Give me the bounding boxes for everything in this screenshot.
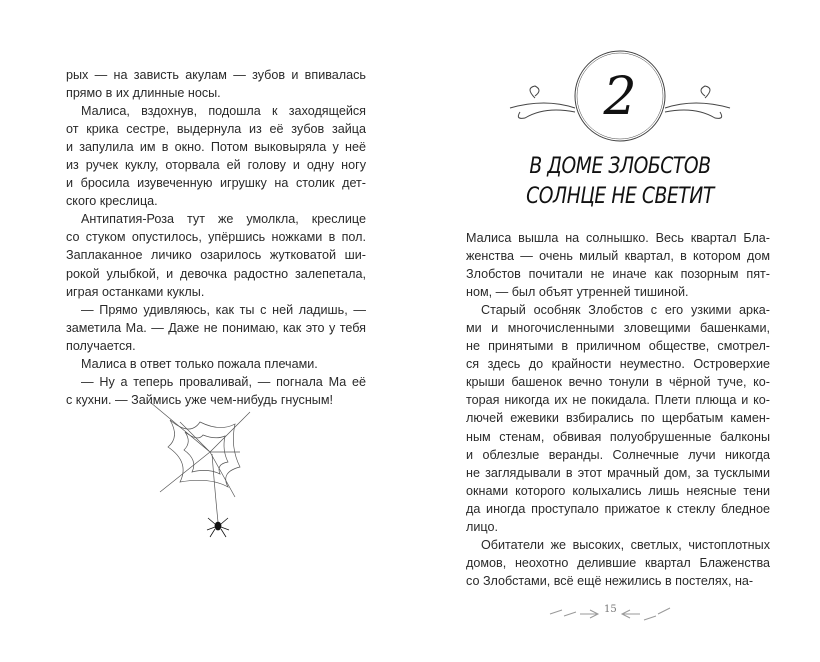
- text-line: Старый особняк Злобстов с его узкими арка-: [481, 303, 770, 318]
- text-line: Злобстов почитали не иначе как позорным пят-: [466, 267, 770, 282]
- text-line: ном, — был объят утренней тишиной.: [466, 285, 689, 300]
- text-line: ского креслица.: [66, 194, 158, 209]
- text-line: — Прямо удивляюсь, как ты с ней ладишь, —: [81, 302, 366, 317]
- text-line: — Ну а теперь проваливай, — погнала Ма её: [81, 374, 366, 389]
- text-line: Малиса, вздохнув, подошла к заходящейся: [81, 104, 366, 119]
- text-line: от крика сестре, выдернула из её зубов зайца: [66, 122, 366, 137]
- text-line: и запулила им в окно. Потом выковыряла у неё: [66, 140, 366, 155]
- text-line: со стуком опустилось, упёршись ножками в пол.: [66, 230, 366, 245]
- text-line: женства — очень милый квартал, в котором дом: [466, 249, 770, 264]
- text-line: из ручек куклу, оторвала ей голову и одну ногу: [66, 158, 366, 173]
- text-line: и бросила изувеченную игрушку на столик дет-: [66, 176, 366, 191]
- text-line: лючей ежевики взбирались по щербатым камен-: [466, 411, 770, 426]
- text-line: ся здесь до крайности неуместно. Островерхие: [466, 357, 770, 372]
- text-line: играя останками куклы.: [66, 284, 205, 299]
- right-page-text: [466, 229, 770, 590]
- text-line: Малиса в ответ только пожала плечами.: [81, 356, 318, 371]
- text-line: и облезлые веранды. Солнечные лучи никогда: [466, 447, 770, 462]
- chapter-title-line-2: СОЛНЦЕ НЕ СВЕТИТ: [526, 184, 714, 209]
- text-line: да иногда проступало прижатое к стеклу бледное: [466, 501, 770, 516]
- chapter-title-line-1: В ДОМЕ ЗЛОБСТОВ: [529, 154, 711, 179]
- text-line: с кухни. — Займись уже чем-нибудь гнусным!: [66, 392, 333, 407]
- text-line: не заглядывали в этот мрачный дом, за тусклыми: [466, 465, 770, 480]
- text-line: прямо в их длинные носы.: [66, 86, 221, 101]
- text-line: Заплаканное личико озарилось жутковатой ши-: [66, 248, 366, 263]
- text-line: окнами которого колыхались лишь неясные тени: [466, 483, 770, 498]
- text-line: лицо.: [466, 519, 498, 534]
- chapter-number: 2: [603, 67, 637, 127]
- left-page-text: [66, 66, 366, 409]
- text-line: рых — на зависть акулам — зубов и впивалась: [66, 68, 366, 82]
- chapter-emblem-ornament: [505, 48, 735, 148]
- spider-web-illustration: [140, 392, 260, 552]
- text-line: торая никогда их не покидала. Плети плюща и ко-: [466, 393, 770, 408]
- page-number: 15: [604, 604, 617, 615]
- text-line: со Злобстами, всё ещё нежились в постелях, на-: [466, 573, 754, 588]
- text-line: ми и многочисленными зловещими башенками,: [466, 321, 770, 336]
- text-line: Антипатия-Роза тут же умолкла, креслице: [81, 212, 366, 227]
- text-line: крыши башенок вечно тонули в чёрной туче, ко-: [466, 375, 770, 390]
- text-line: получается.: [66, 338, 136, 353]
- chapter-title: [501, 152, 739, 212]
- text-line: Обитатели же высоких, светлых, чистоплотных: [481, 537, 770, 552]
- text-line: не принятыми в приличном обществе, смотрел-: [466, 339, 770, 354]
- text-line: заметила Ма. — Даже не понимаю, как это у тебя: [66, 320, 366, 335]
- text-line: домов, неохотно делившие квартал Блаженства: [466, 555, 770, 570]
- text-line: ным стенам, обвивая полуобрушенные балконы: [466, 429, 770, 444]
- text-line: Малиса вышла на солнышко. Весь квартал Бла-: [466, 231, 770, 245]
- text-line: рокой улыбкой, и девочка радостно залепетала,: [66, 266, 366, 281]
